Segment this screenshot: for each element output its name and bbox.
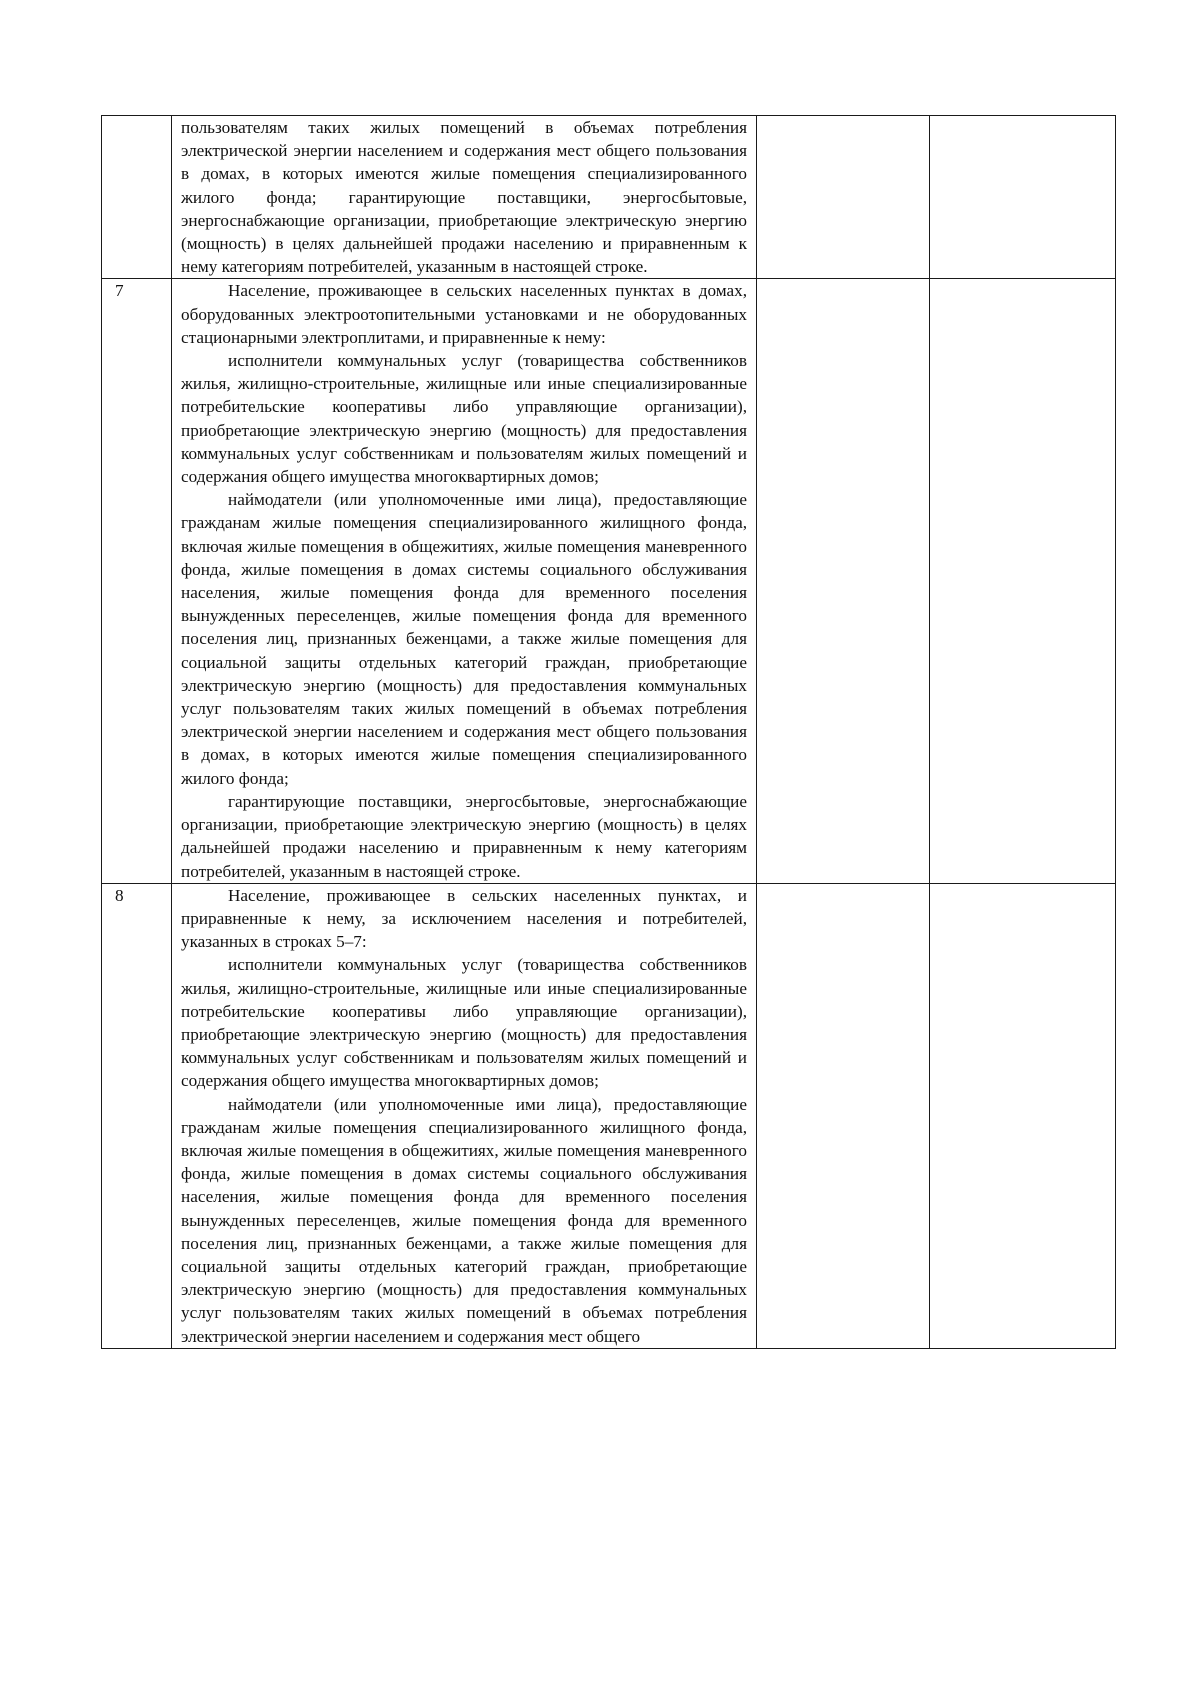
row-value-cell-2: [930, 279, 1116, 883]
row-value-cell-1: [757, 883, 930, 1348]
description-paragraph: наймодатели (или уполномоченные ими лица), предоставляющие гражданам жилые помещения специализированного жилищного фонда, включая жилые помещения в общежитиях, жилые помещения маневренного фонда, жилые помещения в домах системы социального обслуживания населения, жилые помещения фонда для временного поселения вынужденных переселенцев, жилые помещения фонда для временного поселения лиц, признанных беженцами, а также жилые помещения для социальной защиты отдельных категорий граждан, приобретающие электрическую энергию (мощность) для предоставления коммунальных услуг пользователям таких жилых помещений в объемах потребления электрической энергии населением и содержания мест общего пользования в домах, в которых имеются жилые помещения специализированного жилого фонда;: [181, 490, 747, 788]
tariff-table: [101, 115, 1116, 1349]
description-paragraph: Население, проживающее в сельских населенных пунктах, и приравненные к нему, за исключением населения и потребителей, указанных в строках 5–7:: [181, 885, 747, 952]
description-paragraph: наймодатели (или уполномоченные ими лица), предоставляющие гражданам жилые помещения специализированного жилищного фонда, включая жилые помещения в общежитиях, жилые помещения маневренного фонда, жилые помещения в домах системы социального обслуживания населения, жилые помещения фонда для временного поселения вынужденных переселенцев, жилые помещения фонда для временного поселения лиц, признанных беженцами, а также жилые помещения для социальной защиты отдельных категорий граждан, приобретающие электрическую энергию (мощность) для предоставления коммунальных услуг пользователям таких жилых помещений в объемах потребления электрической энергии населением и содержания мест общего: [181, 1094, 747, 1346]
description-paragraph: исполнители коммунальных услуг (товарищества собственников жилья, жилищно-строительные, жилищные или иные специализированные потребительские кооперативы либо управляющие организации), приобретающие электрическую энергию (мощность) для предоставления коммунальных услуг собственникам и пользователям жилых помещений и содержания общего имущества многоквартирных домов;: [181, 351, 747, 487]
table-row: [102, 279, 1116, 883]
description-paragraph: гарантирующие поставщики, энергосбытовые, энергоснабжающие организации, приобретающие электрическую энергию (мощность) в целях дальнейшей продажи населению и приравненным к нему категориям потребителей, указанным в настоящей строке.: [181, 791, 747, 881]
row-value-cell-1: [757, 279, 930, 883]
row-value-cell-1: [757, 116, 930, 279]
row-description-cell: [172, 116, 757, 279]
row-value-cell-2: [930, 116, 1116, 279]
row-number-cell: 8: [102, 883, 172, 1348]
row-number-cell: [102, 116, 172, 279]
row-number-cell: 7: [102, 279, 172, 883]
row-description-cell: [172, 279, 757, 883]
table-row: [102, 883, 1116, 1348]
row-value-cell-2: [930, 883, 1116, 1348]
table-row: [102, 116, 1116, 279]
description-paragraph: Население, проживающее в сельских населенных пунктах в домах, оборудованных электроотопительными установками и не оборудованных стационарными электроплитами, и приравненные к нему:: [181, 281, 747, 347]
description-paragraph: исполнители коммунальных услуг (товарищества собственников жилья, жилищно-строительные, жилищные или иные специализированные потребительские кооперативы либо управляющие организации), приобретающие электрическую энергию (мощность) для предоставления коммунальных услуг собственникам и пользователям жилых помещений и содержания общего имущества многоквартирных домов;: [181, 955, 747, 1091]
row-description-cell: [172, 883, 757, 1348]
description-paragraph: пользователям таких жилых помещений в объемах потребления электрической энергии населением и содержания мест общего пользования в домах, в которых имеются жилые помещения специализированного жилого фонда; гарантирующие поставщики, энергосбытовые, энергоснабжающие организации, приобретающие электрическую энергию (мощность) в целях дальнейшей продажи населению и приравненным к нему категориям потребителей, указанным в настоящей строке.: [181, 118, 747, 277]
